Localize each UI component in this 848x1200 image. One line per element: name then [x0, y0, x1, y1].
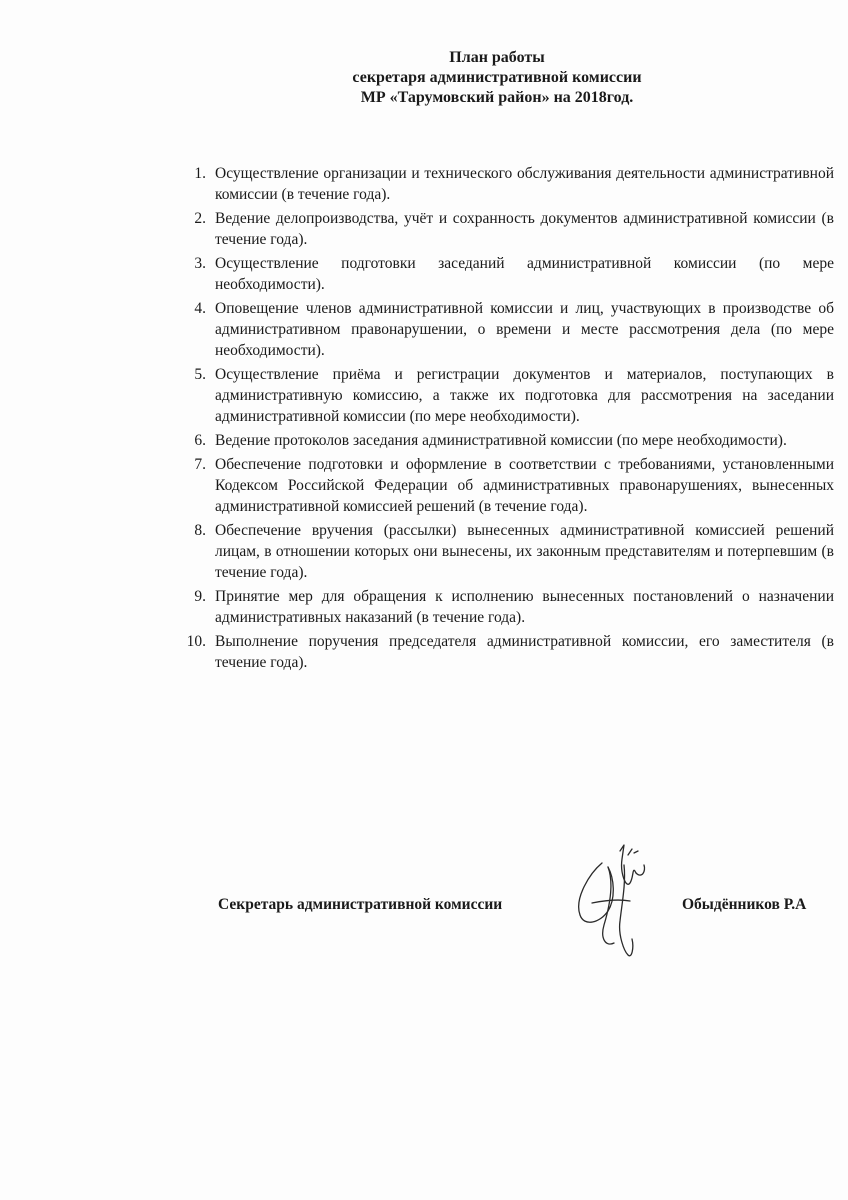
item-number: 1.: [194, 165, 206, 182]
item-number: 7.: [194, 456, 206, 473]
item-text: Обеспечение вручения (рассылки) вынесенных административной комиссией решений лицам, в отношении которых они вынесены, их законным представителям и потерпевшим (в течение года).: [215, 522, 834, 581]
item-number: 10.: [186, 633, 206, 650]
item-number: 9.: [194, 588, 206, 605]
plan-item-6: [168, 430, 834, 451]
item-text: Обеспечение подготовки и оформление в соответствии с требованиями, установленными Кодексом Российской Федерации об административных правонарушениях, вынесенных административной комиссией решений (в течение года).: [215, 456, 834, 515]
plan-item-3: [168, 253, 834, 295]
item-number: 3.: [194, 255, 206, 272]
plan-list: [168, 163, 834, 676]
title-line-1: План работы: [449, 49, 545, 66]
item-text: Ведение протоколов заседания административной комиссии (по мере необходимости).: [215, 432, 787, 449]
item-number: 5.: [194, 366, 206, 383]
item-text: Выполнение поручения председателя административной комиссии, его заместителя (в течение года).: [215, 633, 834, 671]
item-number: 6.: [194, 432, 206, 449]
item-text: Оповещение членов административной комиссии и лиц, участвующих в производстве об административном правонарушении, о времени и месте рассмотрения дела (по мере необходимости).: [215, 300, 834, 359]
plan-item-4: [168, 298, 834, 361]
item-text: Осуществление подготовки заседаний административной комиссии (по мере необходимости).: [215, 255, 834, 293]
item-number: 4.: [194, 300, 206, 317]
item-number: 8.: [194, 522, 206, 539]
handwritten-signature-icon: [562, 843, 662, 963]
plan-item-1: [168, 163, 834, 205]
plan-item-9: [168, 586, 834, 628]
signatory-name: Обыдёнников Р.А: [682, 896, 807, 913]
title-line-3: МР «Тарумовский район» на 2018год.: [360, 89, 634, 106]
plan-item-8: [168, 520, 834, 583]
item-text: Осуществление приёма и регистрации документов и материалов, поступающих в административную комиссию, а также их подготовка для рассмотрения на заседании административной комиссии (по мере необходимости).: [215, 366, 834, 425]
plan-item-2: [168, 208, 834, 250]
item-text: Осуществление организации и технического обслуживания деятельности административной комиссии (в течение года).: [215, 165, 834, 203]
document-title: [0, 48, 848, 108]
plan-item-7: [168, 454, 834, 517]
item-text: Принятие мер для обращения к исполнению вынесенных постановлений о назначении административных наказаний (в течение года).: [215, 588, 834, 626]
signatory-position: Секретарь административной комиссии: [218, 896, 503, 913]
item-text: Ведение делопроизводства, учёт и сохранность документов административной комиссии (в течение года).: [215, 210, 834, 248]
plan-item-10: [168, 631, 834, 673]
plan-item-5: [168, 364, 834, 427]
title-line-2: секретаря административной комиссии: [352, 69, 642, 86]
item-number: 2.: [194, 210, 206, 227]
